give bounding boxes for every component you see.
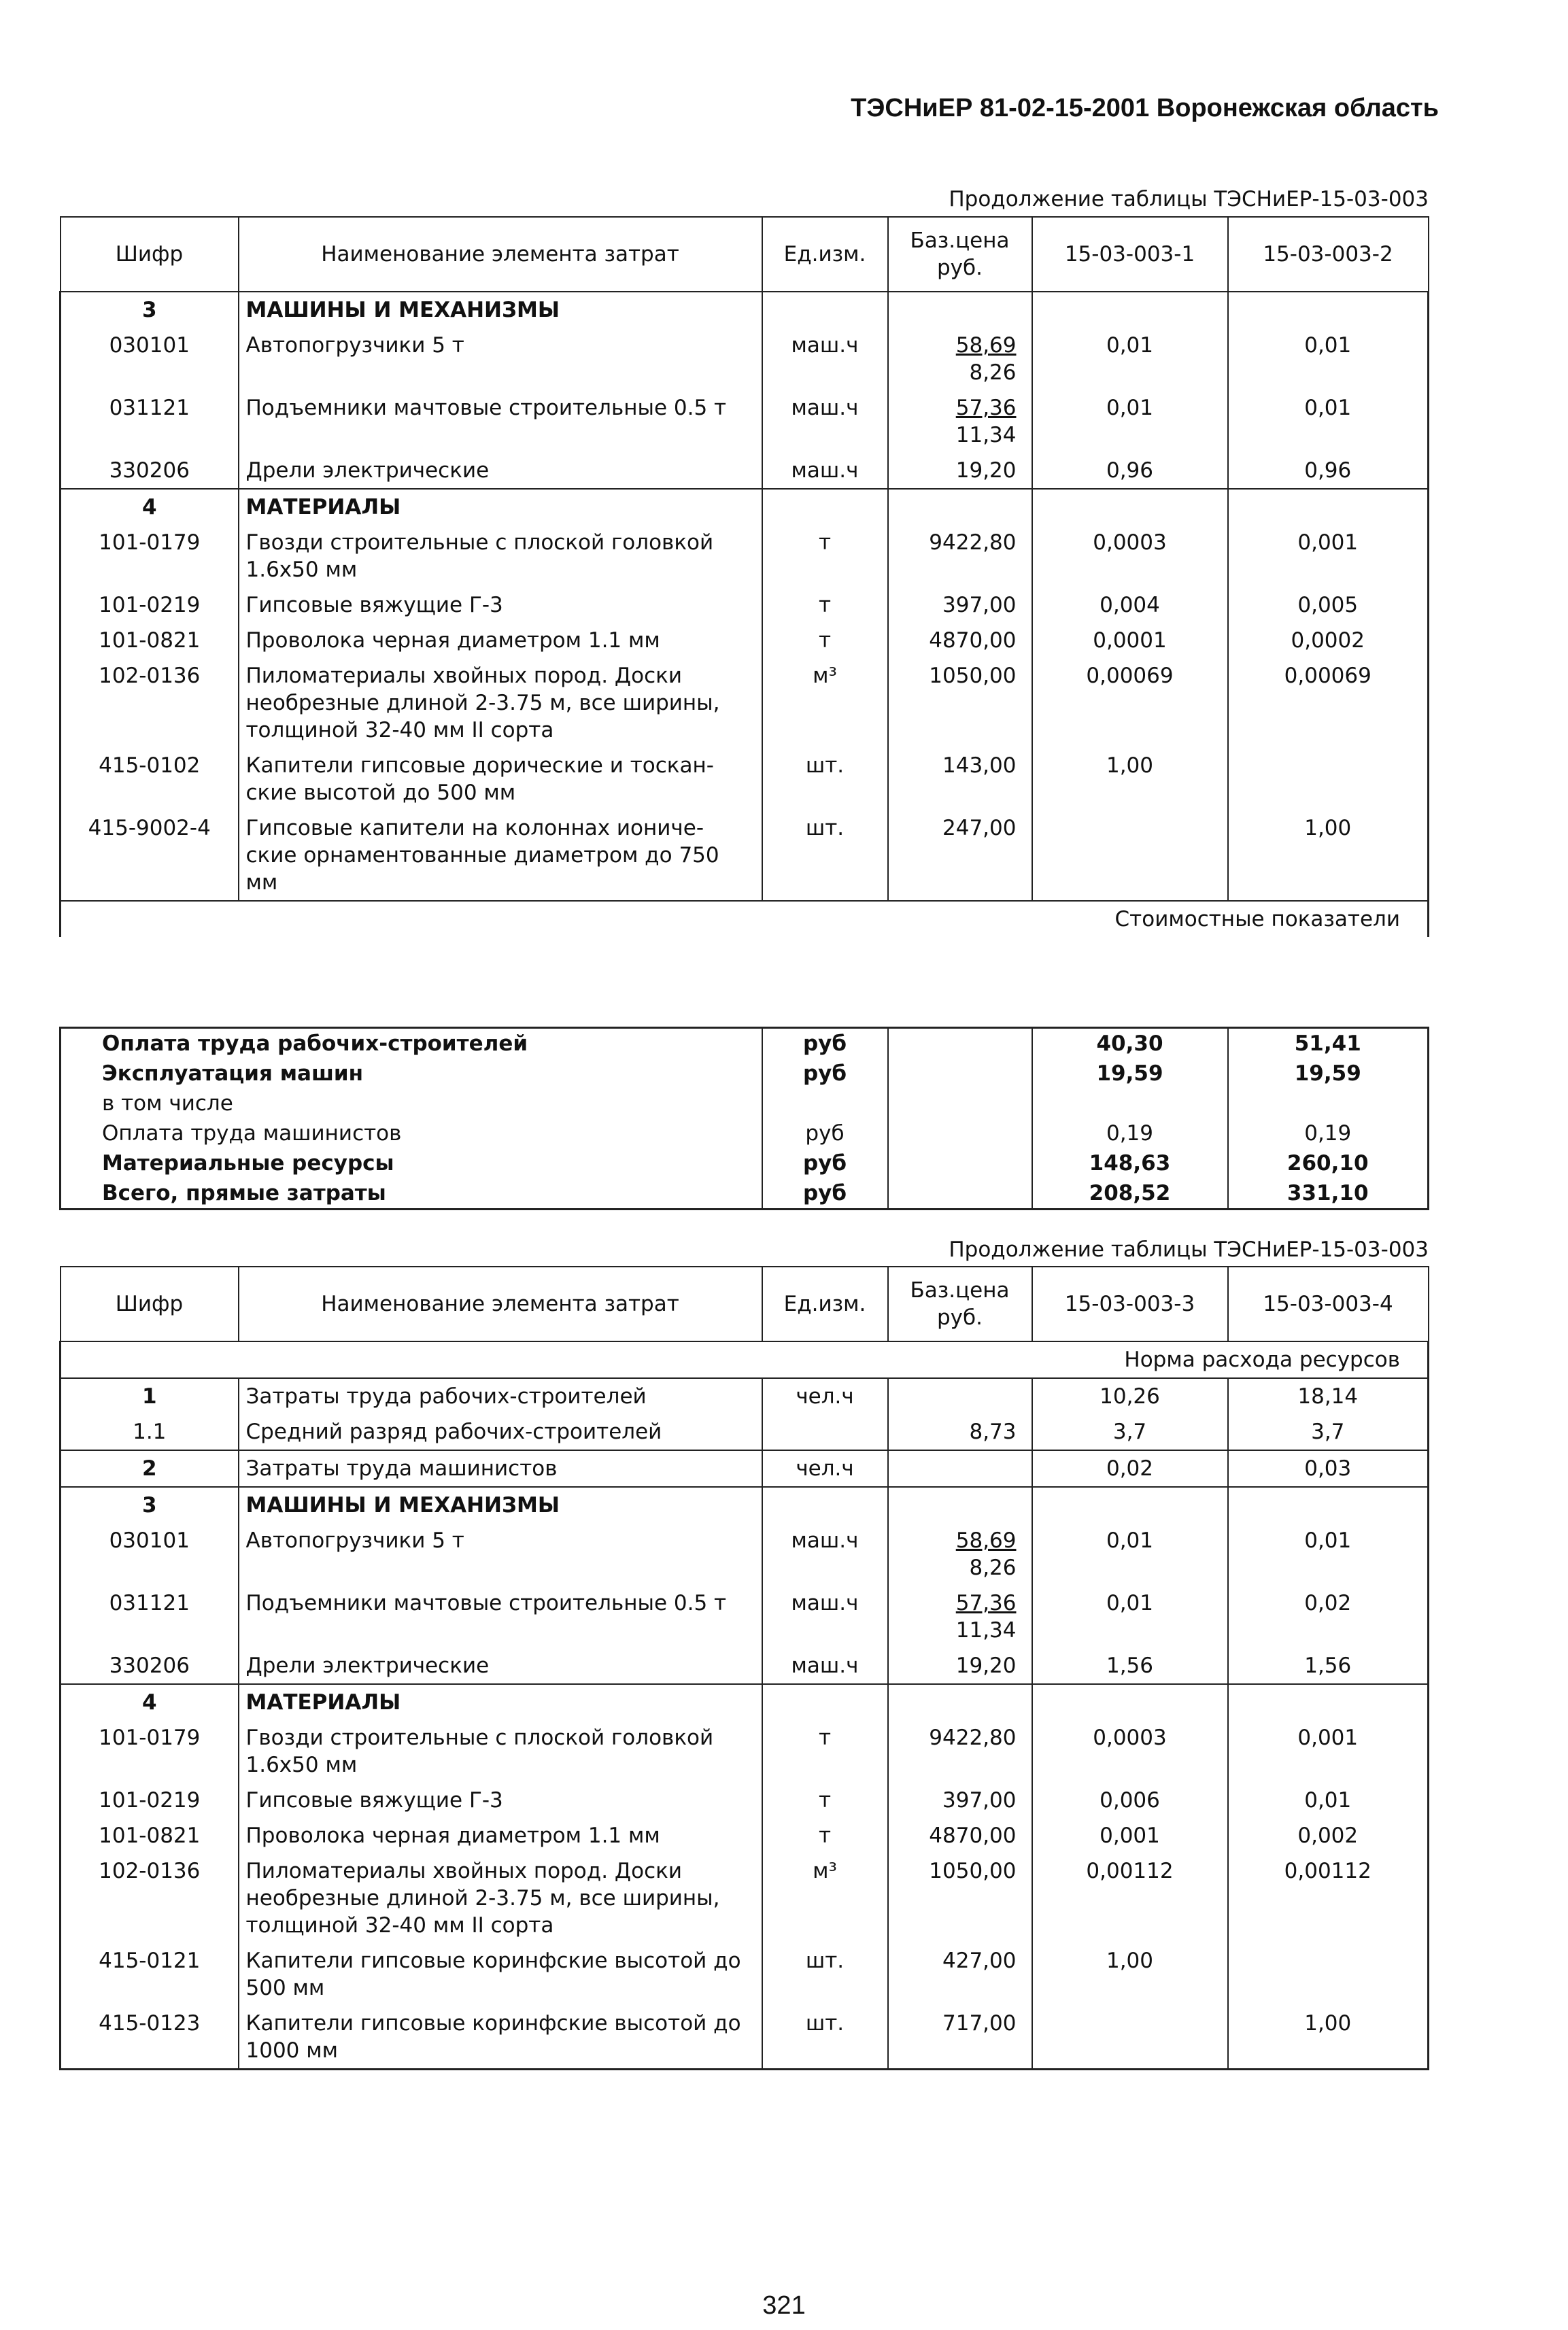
cell-name: Капители гипсовые дорические и тоскан-ские высотой до 500 мм [239,748,762,810]
cell-price: 9422,80 [888,1720,1032,1783]
cell-value-1 [1032,2006,1228,2070]
cell-unit: т [762,1720,888,1783]
cost-row [61,1178,1429,1210]
table-header-row [61,1267,1429,1341]
cell-code: 101-0179 [61,525,239,587]
cell-code: 030101 [61,328,239,390]
table-row [61,1720,1429,1783]
cell-unit: т [762,1818,888,1853]
cost-value-1: 40,30 [1032,1028,1228,1059]
cell-name: Дрели электрические [239,1648,762,1684]
cell-value-2: 0,005 [1228,587,1429,623]
cell-name: Капители гипсовые коринфские высотой до 500 мм [239,1943,762,2006]
cell-name: Пиломатериалы хвойных пород. Доски необрезные длиной 2-3.75 м, все ширины, толщиной 32-40 мм II сорта [239,1853,762,1943]
table-row [61,390,1429,453]
cost-label: Всего, прямые затраты [61,1178,762,1210]
cost-unit: руб [762,1148,888,1178]
cell-name: Подъемники мачтовые строительные 0.5 т [239,390,762,453]
cell-value-2: 0,01 [1228,1523,1429,1586]
cost-value-2 [1228,1089,1429,1118]
cell-unit: м³ [762,658,888,748]
table-row [61,1783,1429,1818]
cell-price: 1050,00 [888,1853,1032,1943]
cell-value-2: 0,002 [1228,1818,1429,1853]
cell-price: 1050,00 [888,658,1032,748]
cell-value-2 [1228,748,1429,810]
cell-value-2 [1228,1943,1429,2006]
cell-name: Гипсовые вяжущие Г-3 [239,587,762,623]
norm-caption: Норма расхода ресурсов [61,1341,1429,1378]
table-row [61,328,1429,390]
cost-caption-row [61,901,1429,937]
table-row [61,2006,1429,2070]
cell-value-1: 0,01 [1032,1523,1228,1586]
table-row [61,1818,1429,1853]
cell-value-1: 1,00 [1032,748,1228,810]
resource-table-2 [59,1266,1429,2070]
cell-value-1: 0,0003 [1032,1720,1228,1783]
cell-code: 415-0123 [61,2006,239,2070]
cell-code: 1 [61,1378,239,1414]
cell-code: 101-0821 [61,623,239,658]
cell-value-2: 1,56 [1228,1648,1429,1684]
cell-value-1: 0,96 [1032,453,1228,489]
cost-value-2: 260,10 [1228,1148,1429,1178]
section-code: 3 [61,1487,239,1523]
cost-unit: руб [762,1028,888,1059]
cell-value-1: 0,001 [1032,1818,1228,1853]
header-col-2: 15-03-003-4 [1228,1267,1429,1341]
cell-unit: м³ [762,1853,888,1943]
cell-unit: т [762,1783,888,1818]
cell-unit: т [762,623,888,658]
cell-value-2: 0,01 [1228,390,1429,453]
table-row [61,623,1429,658]
cost-label: Эксплуатация машин [61,1059,762,1089]
cell-name: Капители гипсовые коринфские высотой до 1000 мм [239,2006,762,2070]
cell-price: 4870,00 [888,623,1032,658]
cell-price: 143,00 [888,748,1032,810]
cell-name: Проволока черная диаметром 1.1 мм [239,623,762,658]
section-code: 4 [61,489,239,525]
cell-code: 101-0179 [61,1720,239,1783]
section-title: МАТЕРИАЛЫ [239,489,762,525]
cell-unit: т [762,525,888,587]
cost-value-1: 208,52 [1032,1178,1228,1210]
cost-value-2: 331,10 [1228,1178,1429,1210]
cell-value-1: 0,0003 [1032,525,1228,587]
cost-unit: руб [762,1059,888,1089]
section-title: МАШИНЫ И МЕХАНИЗМЫ [239,1487,762,1523]
cost-value-1: 0,19 [1032,1118,1228,1148]
cell-code: 2 [61,1450,239,1487]
cost-value-2: 51,41 [1228,1028,1429,1059]
table-row [61,1523,1429,1586]
table-caption: Продолжение таблицы ТЭСНиЕР-15-03-003 [949,1237,1429,1262]
cost-unit: руб [762,1118,888,1148]
table-row [61,1414,1429,1450]
cost-indicators-table [59,1027,1429,1210]
cell-name: Гвозди строительные с плоской головкой 1.6х50 мм [239,525,762,587]
cost-unit: руб [762,1178,888,1210]
cost-label: Оплата труда рабочих-строителей [61,1028,762,1059]
cell-value-1: 0,01 [1032,390,1228,453]
resource-table-1 [59,216,1429,937]
cell-value-1: 0,004 [1032,587,1228,623]
section-title: МАШИНЫ И МЕХАНИЗМЫ [239,292,762,328]
header-unit: Ед.изм. [762,1267,888,1341]
table-caption: Продолжение таблицы ТЭСНиЕР-15-03-003 [949,187,1429,211]
cell-name: Затраты труда рабочих-строителей [239,1378,762,1414]
cell-value-1: 0,02 [1032,1450,1228,1487]
cell-value-1: 0,01 [1032,328,1228,390]
cell-value-1: 0,00112 [1032,1853,1228,1943]
cell-code: 415-0121 [61,1943,239,2006]
cell-name: Гипсовые капители на колоннах иониче-ские орнаментованные диаметром до 750 мм [239,810,762,901]
cell-value-2: 0,96 [1228,453,1429,489]
cell-unit: чел.ч [762,1450,888,1487]
table-row [61,1378,1429,1414]
cell-price: 8,73 [888,1414,1032,1450]
cell-unit: чел.ч [762,1378,888,1414]
cell-value-2: 3,7 [1228,1414,1429,1450]
table-row [61,658,1429,748]
cost-label: в том числе [61,1089,762,1118]
cell-value-2: 0,01 [1228,328,1429,390]
cell-code: 330206 [61,1648,239,1684]
cell-unit: т [762,587,888,623]
cell-value-2: 1,00 [1228,810,1429,901]
section-row [61,292,1429,328]
table-row [61,1450,1429,1487]
cell-unit: маш.ч [762,1523,888,1586]
section-row [61,1684,1429,1720]
cell-value-1: 3,7 [1032,1414,1228,1450]
cell-value-2: 0,00112 [1228,1853,1429,1943]
table-row [61,748,1429,810]
cell-price: 58,69 8,26 [888,1523,1032,1586]
cost-label: Материальные ресурсы [61,1148,762,1178]
cell-code: 1.1 [61,1414,239,1450]
cell-unit: маш.ч [762,390,888,453]
cell-code: 415-9002-4 [61,810,239,901]
header-name: Наименование элемента затрат [239,217,762,292]
table-row [61,1943,1429,2006]
cost-value-1 [1032,1089,1228,1118]
cell-unit: маш.ч [762,453,888,489]
cell-name: Дрели электрические [239,453,762,489]
cost-value-1: 19,59 [1032,1059,1228,1089]
cell-name: Пиломатериалы хвойных пород. Доски необрезные длиной 2-3.75 м, все ширины, толщиной 32-40 мм II сорта [239,658,762,748]
cell-price: 4870,00 [888,1818,1032,1853]
cell-unit: шт. [762,1943,888,2006]
table-row [61,453,1429,489]
section-row [61,489,1429,525]
cell-value-2: 0,01 [1228,1783,1429,1818]
cell-code: 031121 [61,1586,239,1648]
cell-code: 030101 [61,1523,239,1586]
cell-price: 19,20 [888,1648,1032,1684]
header-code: Шифр [61,217,239,292]
cell-price: 9422,80 [888,525,1032,587]
cell-value-2: 0,00069 [1228,658,1429,748]
cell-value-2: 18,14 [1228,1378,1429,1414]
cell-value-1 [1032,810,1228,901]
table-row [61,1586,1429,1648]
cell-price: 397,00 [888,587,1032,623]
cell-unit: маш.ч [762,328,888,390]
cell-value-2: 0,02 [1228,1586,1429,1648]
cell-name: Проволока черная диаметром 1.1 мм [239,1818,762,1853]
cell-name: Затраты труда машинистов [239,1450,762,1487]
header-name: Наименование элемента затрат [239,1267,762,1341]
cell-value-1: 1,00 [1032,1943,1228,2006]
header-price: Баз.цена руб. [888,217,1032,292]
header-col-2: 15-03-003-2 [1228,217,1429,292]
cell-name: Автопогрузчики 5 т [239,328,762,390]
cell-value-1: 0,01 [1032,1586,1228,1648]
header-price: Баз.цена руб. [888,1267,1032,1341]
cell-unit: шт. [762,2006,888,2070]
header-code: Шифр [61,1267,239,1341]
cost-label: Оплата труда машинистов [61,1118,762,1148]
cell-name: Гвозди строительные с плоской головкой 1.6х50 мм [239,1720,762,1783]
cell-value-2: 0,0002 [1228,623,1429,658]
cost-row [61,1148,1429,1178]
cell-unit [762,1414,888,1450]
cell-value-2: 0,001 [1228,525,1429,587]
cell-price: 57,36 11,34 [888,390,1032,453]
cell-code: 330206 [61,453,239,489]
table-row [61,525,1429,587]
table-header-row [61,217,1429,292]
table-row [61,810,1429,901]
cell-price: 19,20 [888,453,1032,489]
cell-name: Автопогрузчики 5 т [239,1523,762,1586]
cost-value-1: 148,63 [1032,1148,1228,1178]
cell-code: 031121 [61,390,239,453]
cell-price [888,1450,1032,1487]
cell-name: Подъемники мачтовые строительные 0.5 т [239,1586,762,1648]
cell-unit: маш.ч [762,1586,888,1648]
cost-value-2: 19,59 [1228,1059,1429,1089]
header-col-1: 15-03-003-3 [1032,1267,1228,1341]
cell-name: Гипсовые вяжущие Г-3 [239,1783,762,1818]
table-row [61,1648,1429,1684]
cell-code: 102-0136 [61,658,239,748]
cell-price: 57,36 11,34 [888,1586,1032,1648]
cell-code: 102-0136 [61,1853,239,1943]
cell-value-2: 0,001 [1228,1720,1429,1783]
cell-value-1: 1,56 [1032,1648,1228,1684]
cell-unit: маш.ч [762,1648,888,1684]
header-col-1: 15-03-003-1 [1032,217,1228,292]
cell-unit: шт. [762,810,888,901]
cell-value-1: 0,00069 [1032,658,1228,748]
cell-price: 397,00 [888,1783,1032,1818]
cell-value-2: 0,03 [1228,1450,1429,1487]
cell-price: 58,69 8,26 [888,328,1032,390]
cell-value-1: 10,26 [1032,1378,1228,1414]
cell-code: 101-0821 [61,1818,239,1853]
cell-price: 717,00 [888,2006,1032,2070]
cell-code: 101-0219 [61,1783,239,1818]
norm-caption-row [61,1341,1429,1378]
cell-value-2: 1,00 [1228,2006,1429,2070]
table-row [61,1853,1429,1943]
table-row [61,587,1429,623]
cell-value-1: 0,0001 [1032,623,1228,658]
cost-unit [762,1089,888,1118]
cell-value-1: 0,006 [1032,1783,1228,1818]
cost-caption: Стоимостные показатели [61,901,1429,937]
cell-price: 247,00 [888,810,1032,901]
section-title: МАТЕРИАЛЫ [239,1684,762,1720]
cost-row [61,1118,1429,1148]
cost-row [61,1028,1429,1059]
page-header: ТЭСНиЕР 81-02-15-2001 Воронежская область [851,94,1439,122]
cell-price: 427,00 [888,1943,1032,2006]
cell-price [888,1378,1032,1414]
section-code: 4 [61,1684,239,1720]
cell-unit: шт. [762,748,888,810]
section-code: 3 [61,292,239,328]
page-number: 321 [762,2291,806,2320]
cost-value-2: 0,19 [1228,1118,1429,1148]
cell-name: Средний разряд рабочих-строителей [239,1414,762,1450]
cell-code: 415-0102 [61,748,239,810]
cost-row [61,1059,1429,1089]
header-unit: Ед.изм. [762,217,888,292]
cost-row [61,1089,1429,1118]
section-row [61,1487,1429,1523]
cell-code: 101-0219 [61,587,239,623]
